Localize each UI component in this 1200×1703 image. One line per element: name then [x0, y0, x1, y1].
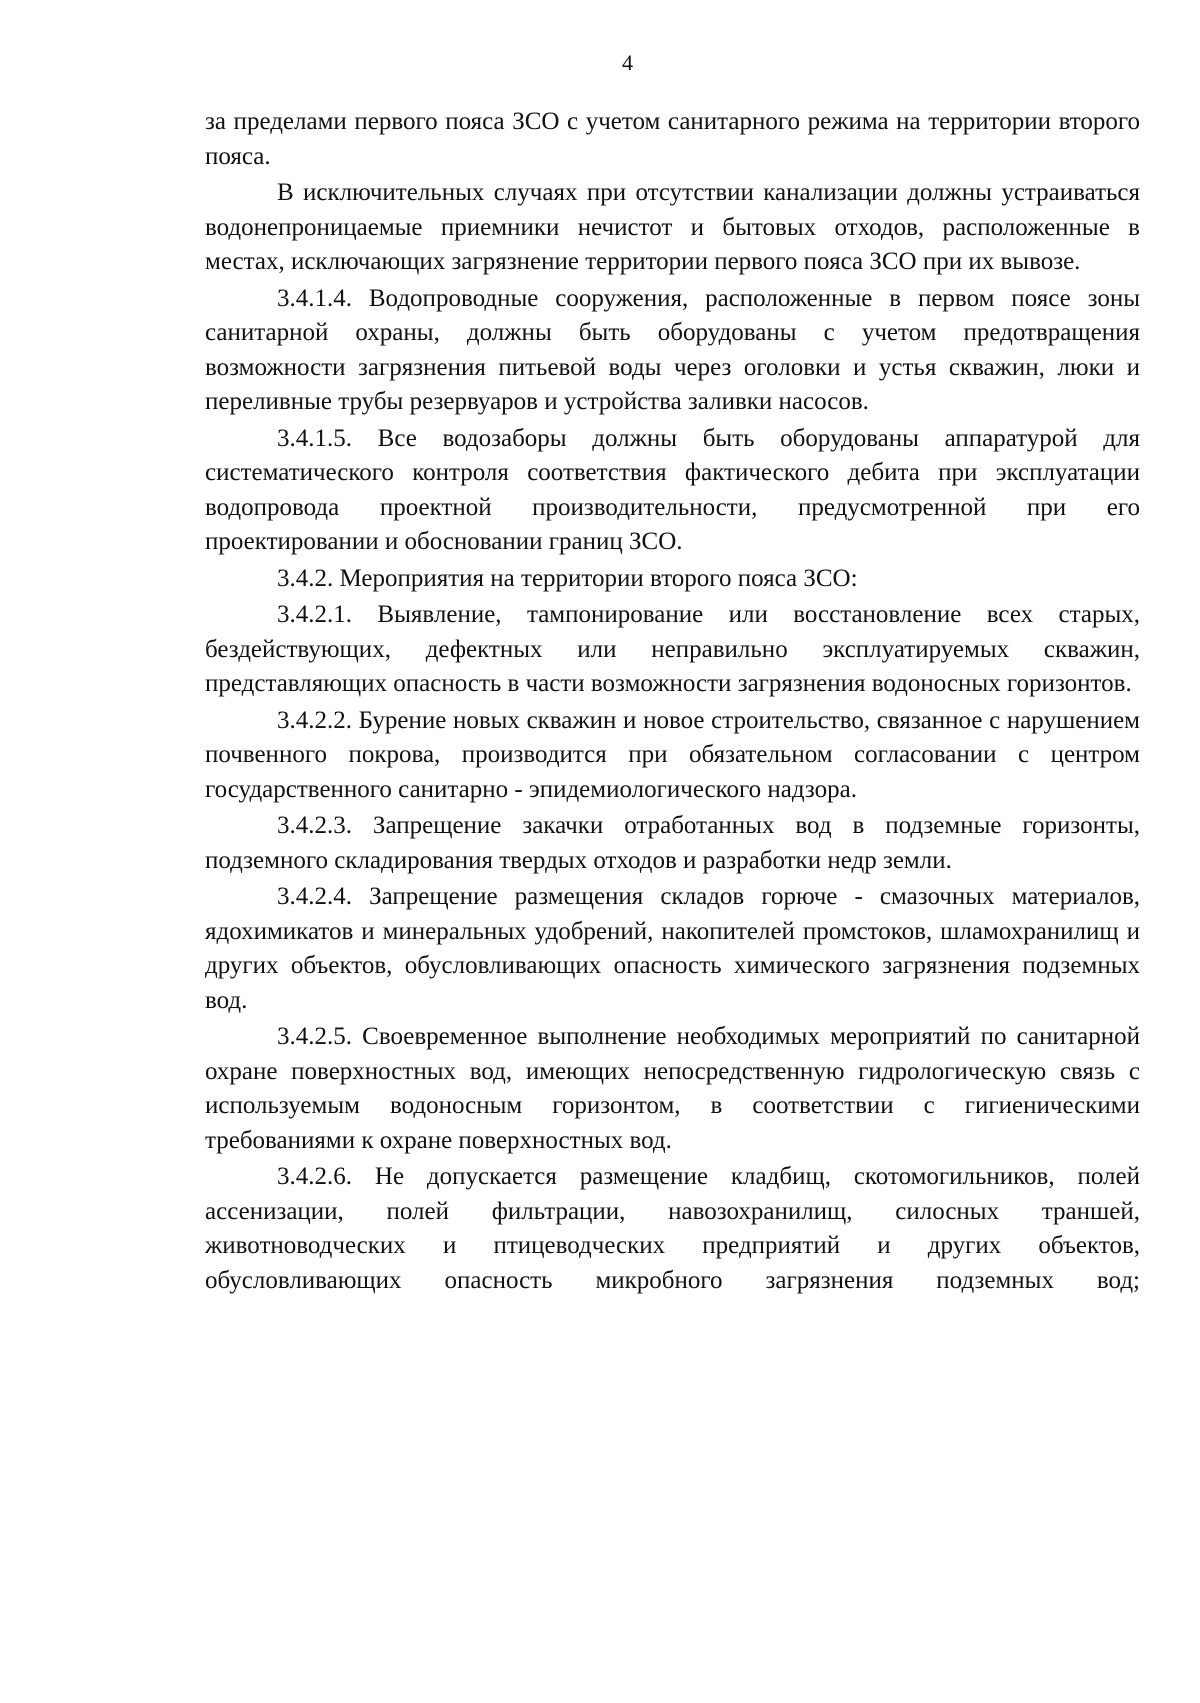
- body-text: [205, 105, 1140, 1300]
- paragraph-continuation: за пределами первого пояса ЗСО с учетом санитарного режима на территории второго пояса.: [205, 108, 1140, 170]
- paragraph-exceptional-cases: В исключительных случаях при отсутствии канализации должны устраиваться водонепроницаемые приемники нечистот и бытовых отходов, расположенные в местах, исключающих загрязнение территории первого пояса ЗСО при их вывозе.: [205, 179, 1140, 275]
- paragraph-3-4-2-6: 3.4.2.6. Не допускается размещение кладбищ, скотомогильников, полей ассенизации, полей фильтрации, навозохранилищ, силосных траншей, животноводческих и птицеводческих предприятий и других объектов, обусловливающих опасность микробного загрязнения подземных вод;: [205, 1163, 1140, 1294]
- paragraph-3-4-2: 3.4.2. Мероприятия на территории второго пояса ЗСО:: [277, 564, 858, 592]
- paragraph-3-4-2-3: 3.4.2.3. Запрещение закачки отработанных вод в подземные горизонты, подземного складирования твердых отходов и разработки недр земли.: [205, 812, 1140, 874]
- paragraph-3-4-2-4: 3.4.2.4. Запрещение размещения складов горюче - смазочных материалов, ядохимикатов и минеральных удобрений, накопителей промстоков, шламохранилищ и других объектов, обусловливающих опасность химического загрязнения подземных вод.: [205, 883, 1140, 1014]
- paragraph-3-4-1-4: 3.4.1.4. Водопроводные сооружения, расположенные в первом поясе зоны санитарной охраны, должны быть оборудованы с учетом предотвращения возможности загрязнения питьевой воды через оголовки и устья скважин, люки и переливные трубы резервуаров и устройства заливки насосов.: [205, 284, 1140, 415]
- paragraph-3-4-2-5: 3.4.2.5. Своевременное выполнение необходимых мероприятий по санитарной охране поверхностных вод, имеющих непосредственную гидрологическую связь с используемым водоносным горизонтом, в соответствии с гигиеническими требованиями к охране поверхностных вод.: [205, 1023, 1140, 1154]
- paragraph-3-4-2-1: 3.4.2.1. Выявление, тампонирование или восстановление всех старых, бездействующих, дефектных или неправильно эксплуатируемых скважин, представляющих опасность в части возможности загрязнения водоносных горизонтов.: [205, 601, 1140, 697]
- page-number: 4: [622, 50, 633, 75]
- paragraph-3-4-2-2: 3.4.2.2. Бурение новых скважин и новое строительство, связанное с нарушением почвенного покрова, производится при обязательном согласовании с центром государственного санитарно - эпидемиологического надзора.: [205, 706, 1140, 803]
- paragraph-3-4-1-5: 3.4.1.5. Все водозаборы должны быть оборудованы аппаратурой для систематического контроля соответствия фактического дебита при эксплуатации водопровода проектной производительности, предусмотренной при его проектировании и обосновании границ ЗСО.: [205, 424, 1140, 555]
